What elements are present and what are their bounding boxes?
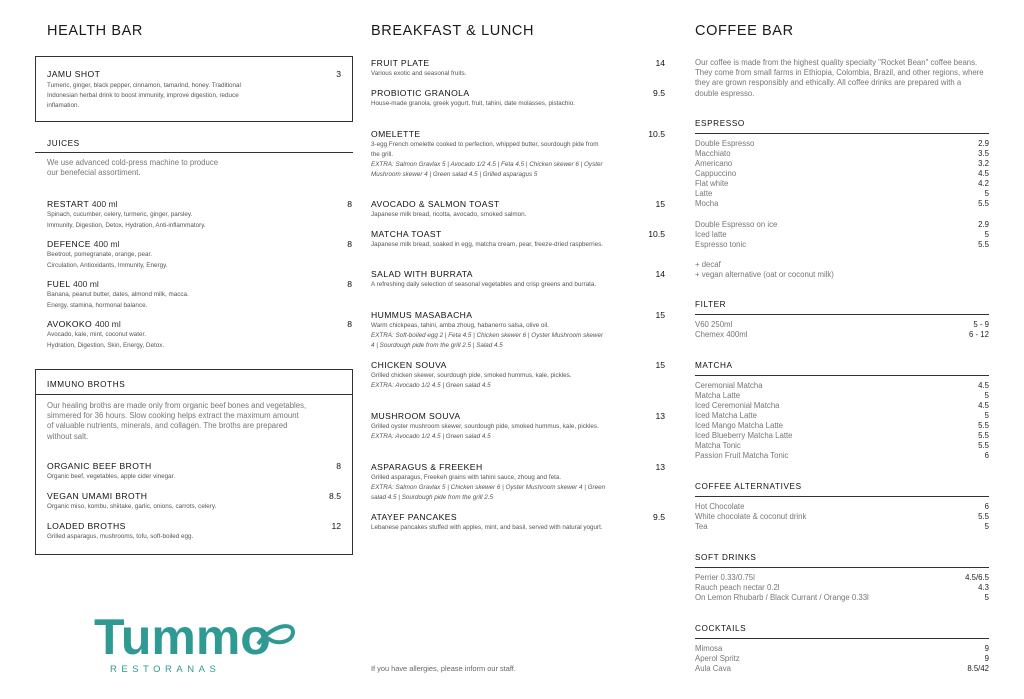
row-name: Hot Chocolate	[695, 502, 745, 511]
row-name: Double Espresso on ice	[695, 220, 778, 229]
soft-drinks-title: SOFT DRINKS	[695, 553, 757, 562]
item-tags: Immunity, Digestion, Detox, Hydration, Anti-inflammatory.	[47, 222, 206, 229]
row-price: 5	[984, 411, 989, 420]
divider	[695, 567, 989, 568]
item-desc: Avocado, kale, mint, coconut water.	[47, 331, 146, 338]
item-price: 14	[655, 269, 665, 279]
item-name: ASPARAGUS & FREEKEH	[371, 462, 483, 472]
item-name: OMELETTE	[371, 129, 421, 139]
addon-text: + vegan alternative (oat or coconut milk)	[695, 270, 834, 279]
row-name: White chocolate & coconut drink	[695, 512, 807, 521]
row-price: 4.5	[978, 401, 989, 410]
menu-item	[371, 462, 665, 503]
price-row	[695, 583, 989, 593]
menu-item	[371, 229, 665, 250]
item-name: LOADED BROTHS	[47, 521, 126, 531]
row-price: 3.2	[978, 159, 989, 168]
menu-item	[371, 411, 665, 442]
item-name: AVOCADO & SALMON TOAST	[371, 199, 500, 209]
health-bar-column	[47, 0, 352, 699]
menu-item-jamu	[47, 69, 341, 111]
item-desc: Various exotic and seasonal fruits.	[371, 70, 467, 77]
row-price: 8.5/42	[967, 664, 989, 673]
broths-title: IMMUNO BROTHS	[47, 380, 126, 389]
divider	[695, 638, 989, 639]
price-row	[695, 149, 989, 159]
coffee-intro: Our coffee is made from the highest quality specialty "Rocket Bean" coffee beans. They come from small farms in Ethiopia, Colombia, Brazil, and other regions, where they are grown responsibly and ethically. All coffee drinks are prepared with a double espresso.	[695, 58, 984, 98]
item-price: 8	[347, 319, 352, 329]
health-bar-title: HEALTH BAR	[47, 23, 143, 39]
price-row	[695, 593, 989, 603]
item-name: ATAYEF PANCAKES	[371, 512, 458, 522]
row-price: 5.5	[978, 240, 989, 249]
price-row	[695, 330, 989, 340]
row-price: 5.5	[978, 431, 989, 440]
item-name: CHICKEN SOUVA	[371, 360, 447, 370]
item-price: 8	[336, 461, 341, 471]
divider	[36, 394, 352, 395]
price-row	[695, 391, 989, 401]
menu-item-broth	[47, 521, 341, 542]
row-name: Iced Matcha Latte	[695, 411, 757, 420]
price-row	[695, 199, 989, 209]
menu-item	[371, 360, 665, 391]
logo-graphic	[88, 604, 308, 684]
row-price: 5.5	[978, 421, 989, 430]
row-name: Iced Ceremonial Matcha	[695, 401, 780, 410]
addon-row	[695, 260, 989, 270]
row-name: Aperol Spritz	[695, 654, 740, 663]
item-desc: Spinach, cucumber, celery, turmeric, ginger, parsley.	[47, 211, 193, 218]
row-price: 4.5	[978, 169, 989, 178]
breakfast-title: BREAKFAST & LUNCH	[371, 23, 535, 39]
row-price: 6 - 12	[969, 330, 989, 339]
row-price: 5.5	[978, 512, 989, 521]
item-desc: Lebanese pancakes stuffed with apples, mint, and basil, served with natural yogurt.	[371, 524, 603, 531]
row-name: On Lemon Rhubarb / Black Currant / Orange 0.33l	[695, 593, 869, 602]
menu-item-broth	[47, 461, 341, 482]
price-row	[695, 159, 989, 169]
row-name: Flat white	[695, 179, 729, 188]
item-name: DEFENCE	[47, 239, 91, 249]
item-price: 10.5	[648, 129, 665, 139]
row-price: 5	[984, 391, 989, 400]
item-name: SALAD WITH BURRATA	[371, 269, 473, 279]
item-price: 8	[347, 279, 352, 289]
addon-row	[695, 270, 989, 280]
row-name: Matcha Latte	[695, 391, 741, 400]
item-desc: Warm chickpeas, tahini, amba zhoug, habanerro salsa, olive oil.	[371, 322, 549, 329]
item-desc: Japanese milk bread, soaked in egg, matcha cream, pear, freeze-dried raspberries.	[371, 241, 604, 248]
addon-text: + decaf	[695, 260, 721, 269]
divider	[695, 133, 989, 134]
price-row	[695, 189, 989, 199]
row-name: Rauch peach nectar 0.2l	[695, 583, 780, 592]
item-price: 12	[331, 521, 341, 531]
item-desc: Organic miso, kombu, shiitake, garlic, onions, carrots, celery.	[47, 503, 217, 510]
menu-item-juice	[47, 239, 352, 271]
price-row	[695, 502, 989, 512]
price-row	[695, 230, 989, 240]
row-price: 6	[984, 502, 989, 511]
row-name: Mimosa	[695, 644, 723, 653]
item-price: 15	[655, 360, 665, 370]
price-row	[695, 421, 989, 431]
item-name: MUSHROOM SOUVA	[371, 411, 461, 421]
price-row	[695, 401, 989, 411]
menu-item-juice	[47, 199, 352, 231]
price-row	[695, 451, 989, 461]
row-name: Mocha	[695, 199, 719, 208]
item-price: 15	[655, 199, 665, 209]
divider	[695, 314, 989, 315]
item-price: 13	[655, 462, 665, 472]
price-row	[695, 573, 989, 583]
row-price: 5	[984, 593, 989, 602]
item-extras: EXTRA: Avocado 1/2 4.5 | Green salad 4.5	[371, 382, 491, 389]
row-name: Iced latte	[695, 230, 727, 239]
item-price: 10.5	[648, 229, 665, 239]
row-price: 9	[984, 654, 989, 663]
row-price: 5.5	[978, 199, 989, 208]
item-extras: EXTRA: Salmon Gravlax 5 | Chicken skewer 6 | Oyster Mushroom skewer 4 | Green salad 4.5 | Sourdough pide from the grill 2.5	[371, 484, 606, 501]
price-row	[695, 240, 989, 250]
alternatives-title: COFFEE ALTERNATIVES	[695, 482, 802, 491]
row-price: 6	[984, 451, 989, 460]
menu-item-juice	[47, 319, 352, 351]
row-name: Espresso tonic	[695, 240, 747, 249]
menu-item	[371, 269, 665, 290]
row-price: 3.5	[978, 149, 989, 158]
item-price: 13	[655, 411, 665, 421]
item-extras: EXTRA: Soft-boiled egg 2 | Feta 4.5 | Chicken skewer 6 | Oyster Mushroom skewer 4 | Sourdough pide from the grill 2.5 | Salad 4.5	[371, 332, 604, 349]
row-price: 4.5/6.5	[965, 573, 989, 582]
row-price: 5	[984, 230, 989, 239]
espresso-title: ESPRESSO	[695, 119, 745, 128]
row-name: Passion Fruit Matcha Tonic	[695, 451, 789, 460]
item-name: HUMMUS MASABACHA	[371, 310, 473, 320]
menu-item	[371, 58, 665, 79]
row-price: 2.9	[978, 139, 989, 148]
item-name: PROBIOTIC GRANOLA	[371, 88, 470, 98]
row-price: 5.5	[978, 441, 989, 450]
price-row	[695, 664, 989, 674]
item-price: 14	[655, 58, 665, 68]
price-row	[695, 320, 989, 330]
item-volume: 400 ml	[93, 239, 120, 249]
broths-box	[35, 369, 353, 555]
menu-item	[371, 512, 665, 533]
item-price: 9.5	[653, 88, 665, 98]
row-name: Americano	[695, 159, 733, 168]
price-row	[695, 179, 989, 189]
item-tags: Circulation, Antioxidants, Immunity, Energy.	[47, 262, 168, 269]
row-price: 2.9	[978, 220, 989, 229]
item-desc: Organic beef, vegetables, apple cider vinegar.	[47, 473, 176, 480]
item-price: 3	[336, 69, 341, 79]
item-name: MATCHA TOAST	[371, 229, 442, 239]
menu-item	[371, 199, 665, 220]
divider	[695, 496, 989, 497]
menu-item-juice	[47, 279, 352, 311]
item-desc: Grilled chicken skewer, sourdough pide, smoked hummus, kale, pickles.	[371, 372, 572, 379]
row-name: Matcha Tonic	[695, 441, 741, 450]
price-row	[695, 522, 989, 532]
row-name: Iced Mango Matcha Latte	[695, 421, 783, 430]
item-name: VEGAN UMAMI BROTH	[47, 491, 148, 501]
item-extras: EXTRA: Salmon Gravlax 5 | Avocado 1/2 4.5 | Feta 4.5 | Chicken skewer 6 | Oyster Mushroom skewer 4 | Green salad 4.5 | Grilled asparagus 5	[371, 161, 603, 178]
jamu-box	[35, 56, 353, 122]
price-row	[695, 654, 989, 664]
price-row	[695, 441, 989, 451]
row-price: 5 - 9	[973, 320, 989, 329]
item-tags: Energy, stamina, hormonal balance.	[47, 302, 148, 309]
item-price: 8	[347, 199, 352, 209]
divider	[695, 375, 989, 376]
price-row	[695, 512, 989, 522]
price-row	[695, 644, 989, 654]
item-desc: Grilled asparagus, mushrooms, tofu, soft-boiled egg.	[47, 533, 194, 540]
row-name: Perrier 0.33/0.75l	[695, 573, 755, 582]
coffee-bar-column	[695, 0, 989, 699]
filter-title: FILTER	[695, 300, 727, 309]
item-name: AVOKOKO	[47, 319, 93, 329]
menu-item-broth	[47, 491, 341, 512]
row-name: Cappuccino	[695, 169, 737, 178]
row-name: V60 250ml	[695, 320, 733, 329]
item-volume: 400 ml	[94, 319, 121, 329]
item-price: 9.5	[653, 512, 665, 522]
item-desc: Japanese milk bread, ricotta, avocado, smoked salmon.	[371, 211, 527, 218]
row-name: Chemex 400ml	[695, 330, 748, 339]
juices-title: JUICES	[47, 139, 80, 148]
item-desc: A refreshing daily selection of seasonal vegetables and crisp greens and burrata.	[371, 281, 597, 288]
price-row	[695, 220, 989, 230]
item-price: 15	[655, 310, 665, 320]
allergy-note: If you have allergies, please inform our staff.	[371, 664, 516, 673]
price-row	[695, 381, 989, 391]
row-price: 4.5	[978, 381, 989, 390]
row-price: 5	[984, 522, 989, 531]
item-volume: 400 ml	[91, 199, 118, 209]
row-name: Macchiato	[695, 149, 731, 158]
coffee-bar-title: COFFEE BAR	[695, 23, 794, 39]
menu-item	[371, 129, 665, 180]
tummo-logo	[88, 604, 308, 684]
row-name: Latte	[695, 189, 713, 198]
divider	[35, 152, 353, 153]
row-price: 9	[984, 644, 989, 653]
item-name: FUEL	[47, 279, 71, 289]
row-name: Tea	[695, 522, 708, 531]
row-price: 4.3	[978, 583, 989, 592]
item-name: FRUIT PLATE	[371, 58, 430, 68]
item-desc: Banana, peanut butter, dates, almond milk, macca.	[47, 291, 189, 298]
matcha-title: MATCHA	[695, 361, 733, 370]
price-row	[695, 169, 989, 179]
menu-item	[371, 88, 665, 109]
item-name: JAMU SHOT	[47, 69, 101, 79]
juices-intro: We use advanced cold-press machine to produce our benefecial assortiment.	[47, 158, 219, 178]
breakfast-column	[371, 0, 665, 699]
menu-item	[371, 310, 665, 351]
item-tags: Hydration, Digestion, Skin, Energy, Detox.	[47, 342, 165, 349]
item-desc: House-made granola, greek yogurt, fruit, tahini, date molasses, pistachio.	[371, 100, 576, 107]
row-name: Iced Blueberry Matcha Latte	[695, 431, 793, 440]
item-extras: EXTRA: Avocado 1/2 4.5 | Green salad 4.5	[371, 433, 491, 440]
item-desc: Beetroot, pomegranate, orange, pear.	[47, 251, 153, 258]
item-price: 8.5	[329, 491, 341, 501]
row-price: 5	[984, 189, 989, 198]
item-name: ORGANIC BEEF BROTH	[47, 461, 152, 471]
item-desc: Grilled asparagus, Freekeh grains with tahini sauce, zhoug and feta.	[371, 474, 562, 481]
row-name: Double Espresso	[695, 139, 755, 148]
item-name: RESTART	[47, 199, 89, 209]
row-price: 4.2	[978, 179, 989, 188]
price-row	[695, 411, 989, 421]
broths-intro: Our healing broths are made only from organic beef bones and vegetables, simmered for 36 hours. Slow cooking helps extract the maximum amount of valuable nutrients, minerals, and collagen. The broths are prepared without salt.	[47, 401, 307, 441]
price-row	[695, 431, 989, 441]
item-price: 8	[347, 239, 352, 249]
item-desc: Tumeric, ginger, black pepper, cinnamon, tamarind, honey. Traditional Indonesian herbal drink to boost immunity, improve digestion, reduce inflamation.	[47, 82, 241, 109]
logo-word: Tummo	[94, 609, 271, 665]
logo-subtitle: RESTORANAS	[110, 664, 221, 675]
cocktails-title: COCKTAILS	[695, 624, 747, 633]
price-row	[695, 139, 989, 149]
row-name: Aula Cava	[695, 664, 731, 673]
item-volume: 400 ml	[73, 279, 99, 289]
row-name: Ceremonial Matcha	[695, 381, 763, 390]
item-desc: Grilled oyster mushroom skewer, sourdough pide, smoked hummus, kale, pickles.	[371, 423, 599, 430]
item-desc: 3-egg French omelette cooked to perfection, whipped butter, sourdough pide from the grill.	[371, 141, 599, 158]
